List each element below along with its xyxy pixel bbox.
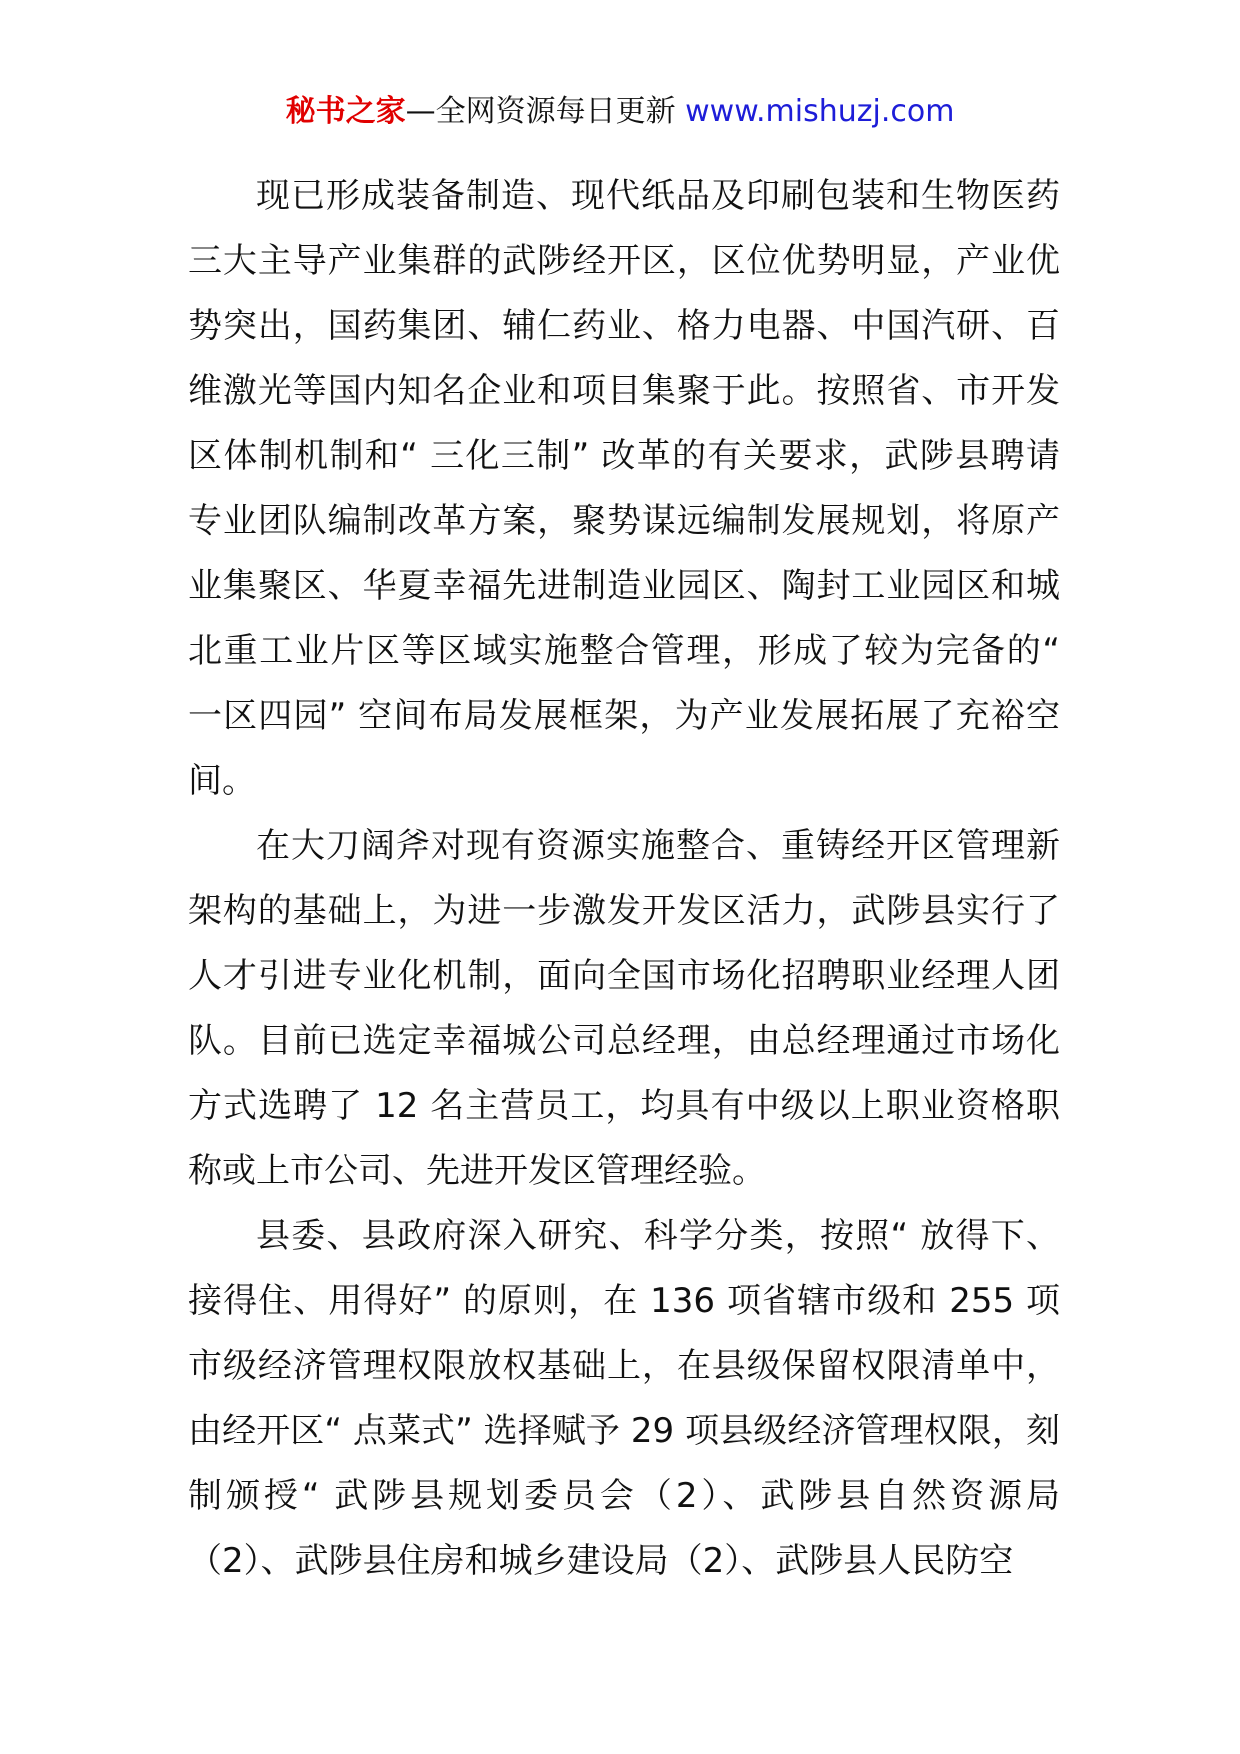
header-tagline: —全网资源每日更新	[405, 94, 686, 129]
paragraph-3: 县委、县政府深入研究、科学分类，按照“ 放得下、接得住、用得好” 的原则，在 136 项省辖市级和 255 项市级经济管理权限放权基础上，在县级保留权限清单中，由经开区“ 点菜式” 选择赋予 29 项县级经济管理权限，刻制颁授“ 武陟县规划委员会（2）、武陟县自然资源局（2）、武陟县住房和城乡建设局（2）、武陟县人民防空	[188, 1216, 1060, 1581]
site-url-link[interactable]: www.mishuzj.com	[685, 94, 955, 129]
paragraph-2: 在大刀阔斧对现有资源实施整合、重铸经开区管理新架构的基础上，为进一步激发开发区活力，武陟县实行了人才引进专业化机制，面向全国市场化招聘职业经理人团队。目前已选定幸福城公司总经理，由总经理通过市场化方式选聘了 12 名主营员工，均具有中级以上职业资格职称或上市公司、先进开发区管理经验。	[188, 826, 1060, 1191]
site-header	[0, 92, 1240, 132]
document-body	[188, 164, 1060, 1594]
brand-name: 秘书之家	[285, 94, 406, 129]
paragraph-1: 现已形成装备制造、现代纸品及印刷包装和生物医药三大主导产业集群的武陟经开区，区位优势明显，产业优势突出，国药集团、辅仁药业、格力电器、中国汽研、百维激光等国内知名企业和项目集聚于此。按照省、市开发区体制机制和“ 三化三制” 改革的有关要求，武陟县聘请专业团队编制改革方案，聚势谋远编制发展规划，将原产业集聚区、华夏幸福先进制造业园区、陶封工业园区和城北重工业片区等区域实施整合管理，形成了较为完备的“ 一区四园” 空间布局发展框架，为产业发展拓展了充裕空间。	[188, 176, 1060, 801]
